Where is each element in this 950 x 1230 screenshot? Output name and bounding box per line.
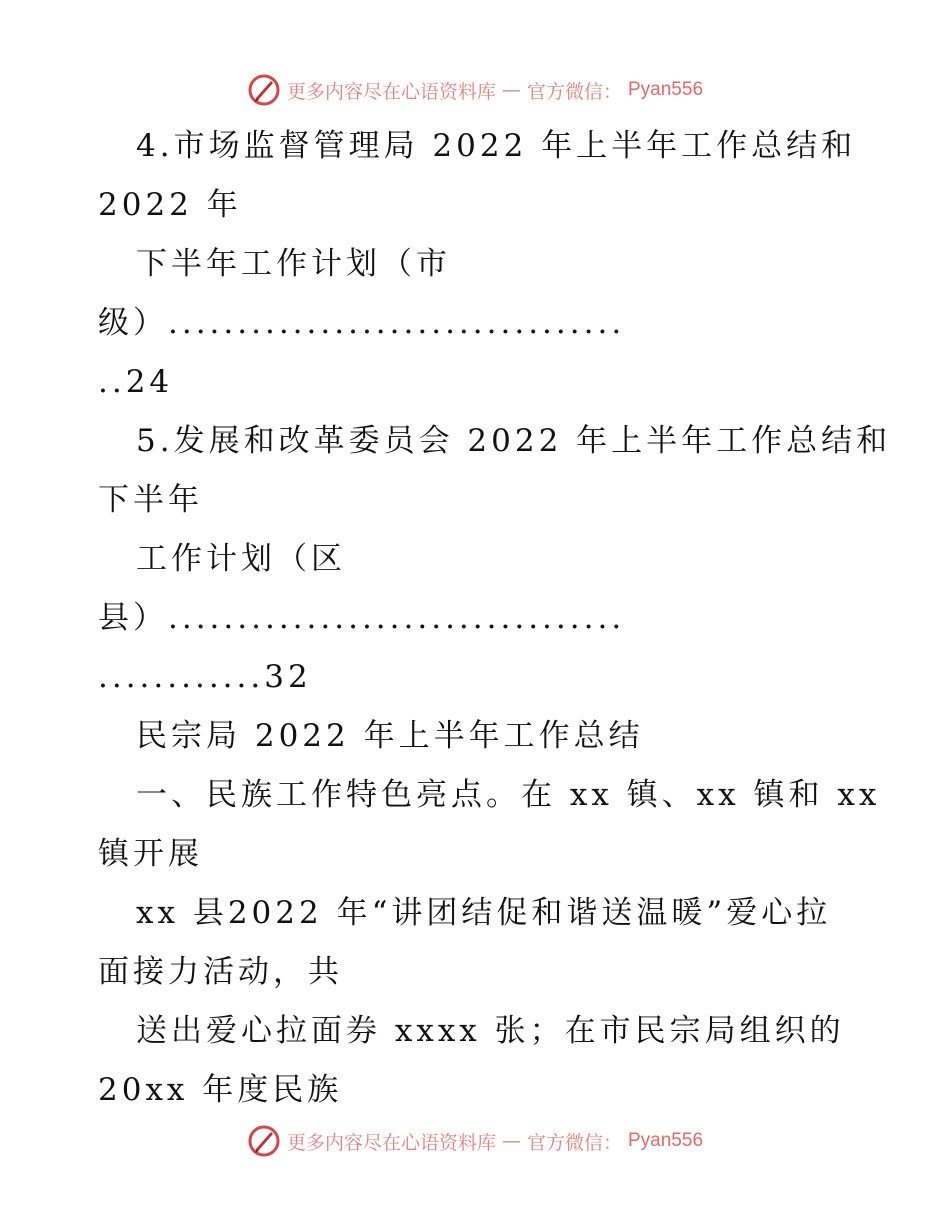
- toc-entry-5-line-4: 县）.................................: [98, 600, 626, 636]
- toc-entry-5-line-1: 5.发展和改革委员会 2022 年上半年工作总结和: [136, 423, 892, 459]
- toc-entry-4-line-3: 下半年工作计划（市: [136, 246, 451, 282]
- paragraph-line-1: 一、民族工作特色亮点。在 xx 镇、xx 镇和 xx: [136, 777, 881, 813]
- watermark-header: [0, 72, 950, 108]
- paragraph-line-3: xx 县2022 年“讲团结促和谐送温暖”爱心拉: [136, 895, 832, 931]
- watermark-text: 更多内容尽在心语资料库: [286, 1131, 496, 1154]
- watermark-label: 官方微信：: [526, 80, 622, 103]
- paragraph-line-6: 20xx 年度民族: [98, 1072, 343, 1108]
- toc-entry-4-line-1: 4.市场监督管理局 2022 年上半年工作总结和: [136, 128, 857, 164]
- quill-pen-logo-icon: [247, 1124, 281, 1158]
- paragraph-line-2: 镇开展: [98, 836, 203, 872]
- toc-entry-4-page-number: ..24: [98, 364, 174, 400]
- watermark-handle: Pyan556: [628, 79, 704, 100]
- paragraph-line-5: 送出爱心拉面券 xxxx 张；在市民宗局组织的: [136, 1013, 845, 1049]
- watermark-separator: —: [501, 1130, 521, 1152]
- watermark-separator: —: [501, 79, 521, 101]
- toc-entry-5-line-3: 工作计划（区: [136, 541, 346, 577]
- watermark-text: 更多内容尽在心语资料库: [286, 80, 496, 103]
- toc-entry-4-line-4: 级）.................................: [98, 305, 626, 341]
- toc-entry-5-page-number: ............32: [98, 659, 312, 695]
- watermark-footer: [0, 1123, 950, 1159]
- section-title: 民宗局 2022 年上半年工作总结: [136, 718, 644, 754]
- paragraph-line-4: 面接力活动，共: [98, 954, 343, 990]
- watermark-handle: Pyan556: [628, 1130, 704, 1151]
- toc-entry-4-line-2: 2022 年: [98, 187, 242, 223]
- toc-entry-5-line-2: 下半年: [98, 482, 203, 518]
- quill-pen-logo-icon: [247, 73, 281, 107]
- watermark-label: 官方微信：: [526, 1131, 622, 1154]
